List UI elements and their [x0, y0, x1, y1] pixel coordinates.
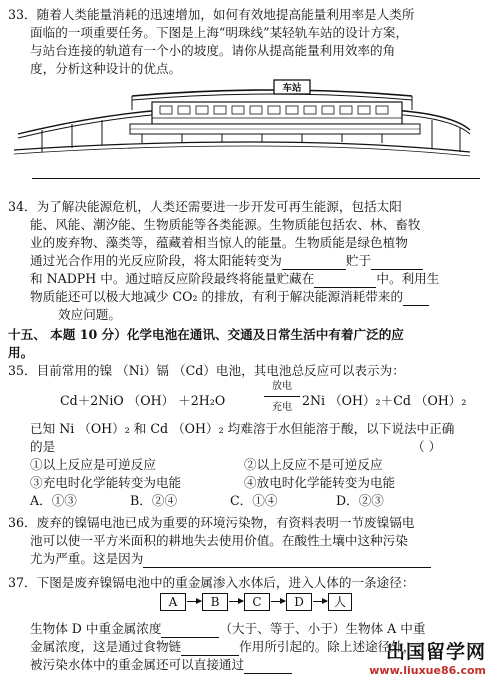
- watermark-site-name: 出国留学网: [385, 641, 486, 663]
- q34-line-5b-text: 中。利用生: [376, 271, 440, 286]
- q35-choice-b[interactable]: B．②④: [130, 493, 178, 508]
- chain-arrow-4: [313, 601, 327, 602]
- q34-line-5: [30, 270, 439, 288]
- q33-line-1: 33．随着人类能量消耗的迅速增加，如何有效地提高能量利用率是人类所: [8, 7, 415, 22]
- q37-line-2: [30, 620, 425, 638]
- q34-line-6-text: 物质能还可以极大地减少 CO₂ 的排放，有利于解决能源消耗带来的: [30, 289, 404, 304]
- q35-equation-arrow: [264, 396, 300, 397]
- q36-line-1: 36．废弃的镍镉电池已成为重要的环境污染物，有资料表明一节废镍镉电: [8, 515, 415, 530]
- q35-choice-a[interactable]: A．①③: [30, 493, 77, 508]
- q35-option-1: ①以上反应是可逆反应: [30, 457, 156, 472]
- chain-box-d: D: [286, 593, 312, 611]
- chain-arrow-1: [187, 601, 201, 602]
- q34-line-5a-text: 和 NADPH 中。通过暗反应阶段最终将能量贮藏在: [30, 271, 315, 286]
- q35-equation-right: 2Ni （OH）₂＋Cd （OH）₂: [302, 393, 467, 408]
- q37-line-4: [30, 656, 292, 674]
- q36-line-2: 池可以使一平方米面积的耕地失去使用价值。在酸性土壤中这种污染: [30, 533, 408, 548]
- chain-arrow-3: [271, 601, 285, 602]
- q34-line-3: 业的废弃物、藻类等，蕴藏着相当惊人的能量。生物质能是绿色植物: [30, 235, 408, 250]
- q33-line-2: 面临的一项重要任务。下图是上海“明珠线”某轻轨车站的设计方案，: [30, 25, 409, 40]
- chain-box-b: B: [202, 593, 228, 611]
- q34-line-4: [30, 252, 423, 270]
- q34-line-6: [30, 288, 429, 306]
- chain-box-a: A: [160, 593, 186, 611]
- q35-choice-d[interactable]: D．②③: [336, 493, 384, 508]
- q35-equation-discharge: 放电: [272, 381, 292, 392]
- q34-line-1: 34．为了解决能源危机，人类还需要进一步开发可再生能源，包括太阳: [8, 199, 402, 214]
- q35-answer-paren[interactable]: （ ）: [412, 439, 442, 454]
- q37-line-4-text: 被污染水体中的重金属还可以直接通过: [30, 657, 245, 672]
- q34-blank-3[interactable]: [314, 270, 376, 288]
- q37-blank-3[interactable]: [244, 656, 292, 674]
- q37-blank-1[interactable]: [161, 620, 219, 638]
- q35-line-4: 的是: [30, 439, 56, 454]
- q34-line-7: 效应问题。: [58, 307, 121, 322]
- section-15-heading-cont: 用。: [8, 345, 34, 360]
- light-rail-station-figure: [12, 76, 472, 170]
- q37-blank-2[interactable]: [181, 638, 239, 656]
- q35-line-3: 已知 Ni （OH）₂ 和 Cd （OH）₂ 均难溶于水但能溶于酸，以下说法中正确: [30, 421, 455, 436]
- q37-line-3: [30, 638, 415, 656]
- q37-line-1: 37．下图是废弃镍镉电池中的重金属渗入水体后，进入人体的一条途径：: [8, 575, 415, 590]
- q33-line-4: 度，分析这种设计的优点。: [30, 61, 182, 76]
- chain-box-human: 人: [328, 593, 352, 611]
- station-sign-label: 车站: [282, 83, 302, 94]
- q35-choice-c[interactable]: C．①④: [230, 493, 278, 508]
- q34-line-2: 能、风能、潮汐能、生物质能等各类能源。生物质能包括农、林、畜牧: [30, 217, 421, 232]
- q37-line-2a-text: 生物体 D 中重金属浓度: [30, 621, 162, 636]
- q37-line-3a-text: 金属浓度，这是通过食物链: [30, 639, 182, 654]
- q33-line-3: 与站台连接的轨道有一个小的坡度。请你从提高能量利用效率的角: [30, 43, 396, 58]
- q34-line-4b-text: 贮于: [345, 253, 372, 268]
- q34-line-4-text: 通过光合作用的光反应阶段，将太阳能转变为: [30, 253, 282, 268]
- q35-option-2: ②以上反应不是可逆反应: [244, 457, 383, 472]
- q34-blank-1[interactable]: [282, 252, 346, 270]
- chain-arrow-2: [229, 601, 243, 602]
- q36-line-3-text: 尤为严重。这是因为: [30, 551, 144, 566]
- q36-blank[interactable]: [143, 550, 431, 568]
- watermark-url: www.liuxue86.com: [369, 664, 486, 677]
- q35-equation-left: Cd＋2NiO （OH） ＋2H₂O: [60, 393, 226, 408]
- chain-box-c: C: [244, 593, 270, 611]
- section-15-heading: 十五、 本题 10 分）化学电池在通讯、交通及日常生活中有着广泛的应: [8, 327, 404, 342]
- q34-blank-4[interactable]: [403, 288, 429, 306]
- q35-line-1: 35．目前常用的镍 （Ni）镉 （Cd）电池，其电池总反应可以表示为：: [8, 363, 405, 378]
- q37-line-2b-text: （大于、等于、小于）生物体 A 中重: [219, 621, 426, 636]
- q35-option-3: ③充电时化学能转变为电能: [30, 475, 182, 490]
- q35-option-4: ④放电时化学能转变为电能: [244, 475, 396, 490]
- q33-answer-line[interactable]: [32, 178, 480, 179]
- q37-line-3b-text: 作用所引起的。除上述途径外，: [239, 639, 416, 654]
- q35-equation-charge: 充电: [272, 402, 292, 413]
- site-watermark: [369, 637, 486, 677]
- q36-line-3: [30, 550, 431, 568]
- q34-blank-2[interactable]: [371, 252, 423, 270]
